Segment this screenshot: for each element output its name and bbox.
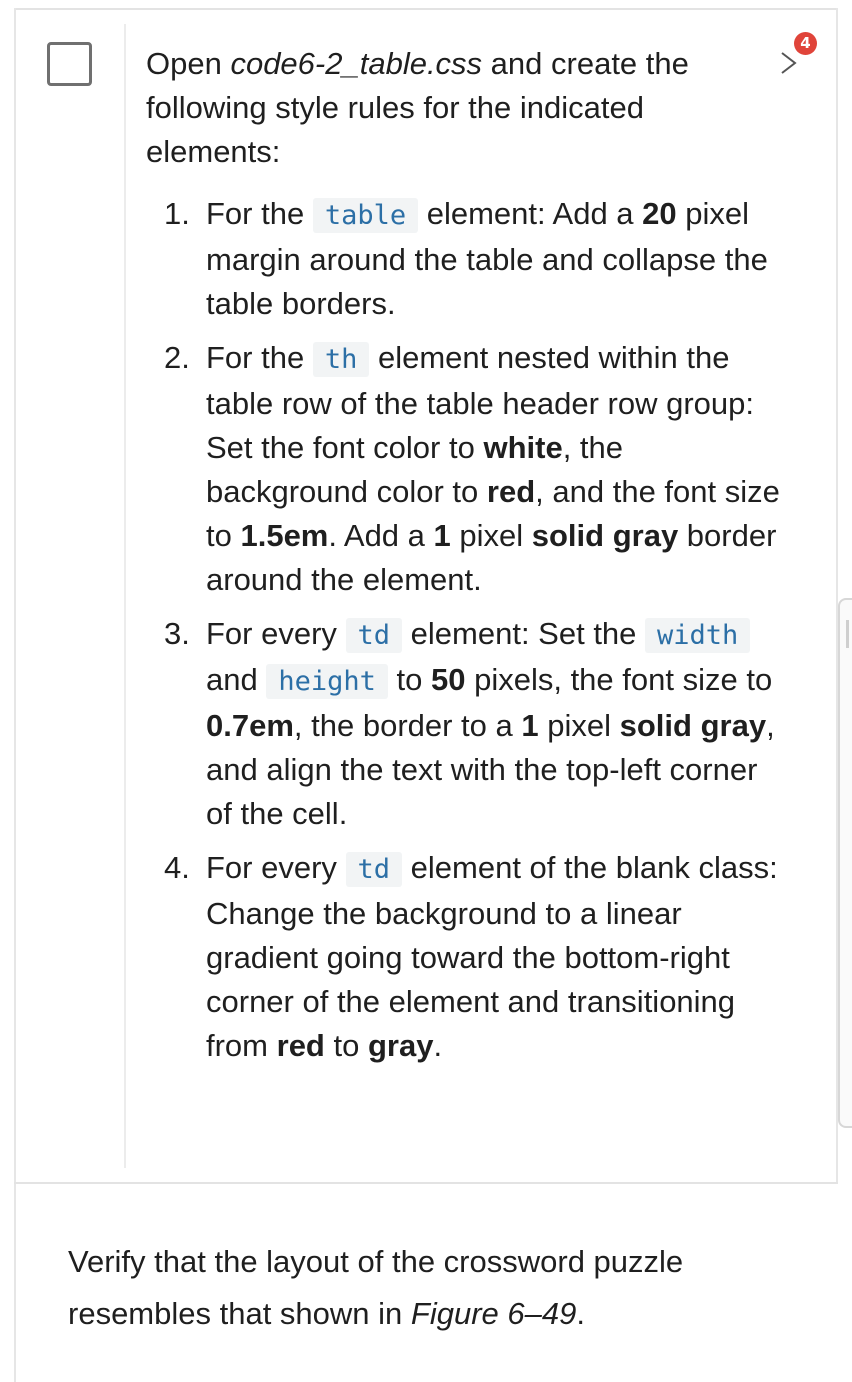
verify-instruction: Verify that the layout of the crossword puzzle resembles that shown in Figure 6–49. — [68, 1244, 684, 1331]
code-snippet: td — [346, 852, 403, 887]
step-divider — [124, 24, 126, 1168]
code-snippet: td — [346, 618, 403, 653]
step-checkbox[interactable] — [47, 42, 92, 86]
top-divider — [14, 8, 838, 10]
code-snippet: width — [645, 618, 750, 653]
left-border — [14, 8, 16, 1382]
step-intro: Open code6-2_table.css and create the following style rules for the indicated elements: — [146, 46, 689, 169]
scrollbar-thumb[interactable] — [838, 598, 852, 1128]
task-list — [146, 192, 786, 1068]
code-snippet: height — [266, 664, 388, 699]
step-content — [146, 42, 786, 1078]
list-item: 1. For the table element: Add a 20 pixel margin around the table and collapse the table borders. — [164, 196, 768, 321]
figure-reference: Figure 6–49 — [410, 1296, 577, 1331]
notification-badge: 4 — [794, 32, 817, 55]
list-item: 4. For every td element of the blank class: Change the background to a linear gradient going toward the bottom-right corner of the element and transitioning from red to gray. — [164, 850, 778, 1063]
code-snippet: table — [313, 198, 418, 233]
list-item: 2. For the th element nested within the table row of the table header row group: Set the font color to white, the background color to red, and the font size to 1.5em. Add a 1 pixel solid gray border around the element. — [164, 340, 780, 597]
section-divider — [14, 1182, 838, 1184]
code-snippet: th — [313, 342, 370, 377]
scrollbar-grip — [846, 620, 849, 648]
list-item: 3. For every td element: Set the width and height to 50 pixels, the font size to 0.7em, the border to a 1 pixel solid gray, and align the text with the top-left corner of the cell. — [164, 616, 775, 831]
filename: code6-2_table.css — [230, 46, 483, 81]
